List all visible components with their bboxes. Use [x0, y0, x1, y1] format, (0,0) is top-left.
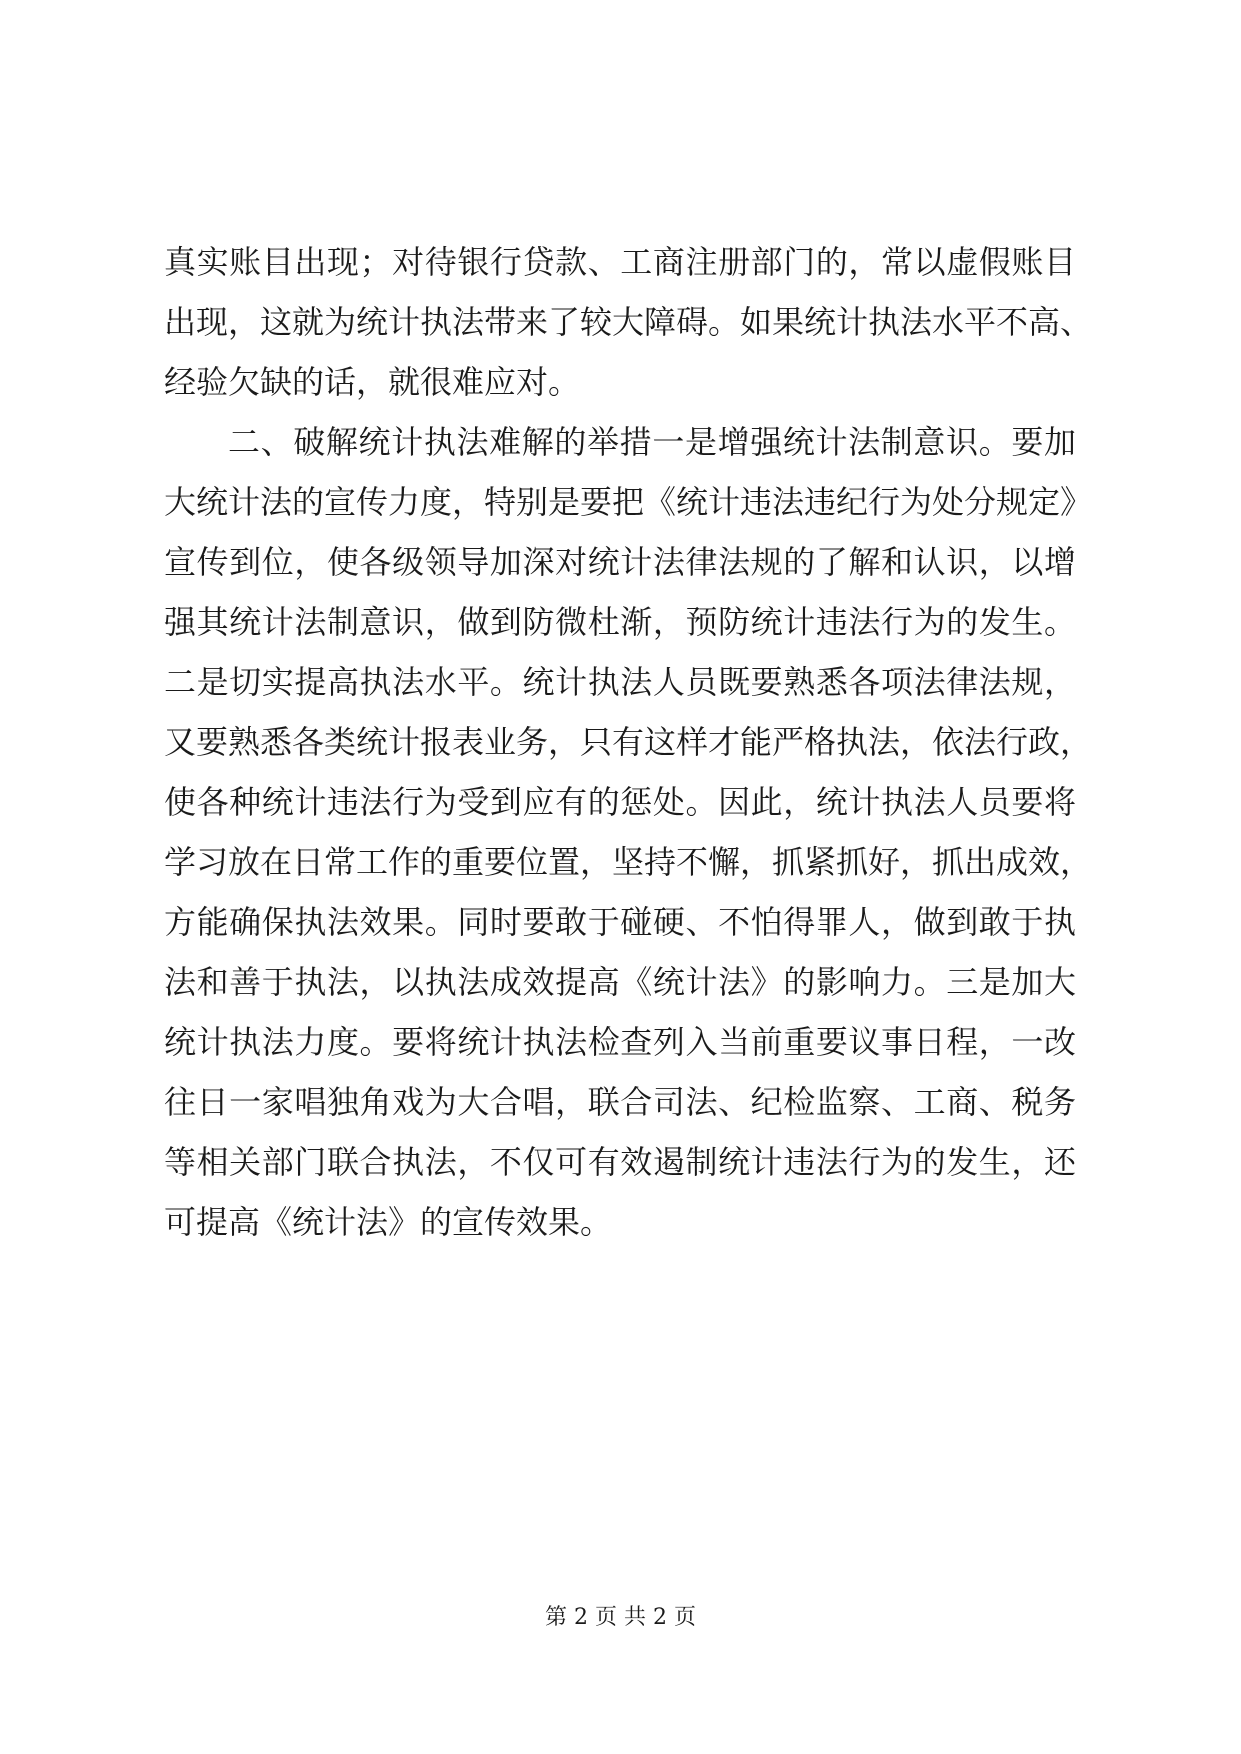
text-line: 出现，这就为统计执法带来了较大障碍。如果统计执法水平不高、: [164, 303, 1093, 341]
text-line: 统计执法力度。要将统计执法检查列入当前重要议事日程，一改: [164, 1023, 1076, 1061]
text-line: 方能确保执法效果。同时要敢于碰硬、不怕得罪人，做到敢于执: [164, 903, 1076, 941]
text-line: 经验欠缺的话，就很难应对。: [164, 363, 581, 401]
text-line: 二是切实提高执法水平。统计执法人员既要熟悉各项法律法规，: [164, 663, 1076, 701]
text-line: 二、破解统计执法难解的举措一是增强统计法制意识。要加: [228, 423, 1076, 461]
text-line: 等相关部门联合执法，不仅可有效遏制统计违法行为的发生，还: [164, 1143, 1076, 1181]
text-line: 大统计法的宣传力度，特别是要把《统计违法违纪行为处分规定》: [164, 483, 1093, 521]
text-line: 往日一家唱独角戏为大合唱，联合司法、纪检监察、工商、税务: [164, 1083, 1076, 1121]
text-line: 可提高《统计法》的宣传效果。: [164, 1203, 613, 1241]
text-line: 学习放在日常工作的重要位置，坚持不懈，抓紧抓好，抓出成效，: [164, 843, 1093, 881]
text-line: 使各种统计违法行为受到应有的惩处。因此，统计执法人员要将: [164, 783, 1076, 821]
text-line: 又要熟悉各类统计报表业务，只有这样才能严格执法，依法行政，: [164, 723, 1093, 761]
text-line: 法和善于执法，以执法成效提高《统计法》的影响力。三是加大: [164, 963, 1076, 1001]
text-line: 宣传到位，使各级领导加深对统计法律法规的了解和认识，以增: [164, 543, 1076, 581]
body-text: [164, 232, 1093, 1252]
text-line: 真实账目出现；对待银行贷款、工商注册部门的，常以虚假账目: [164, 243, 1076, 281]
text-line: 强其统计法制意识，做到防微杜渐，预防统计违法行为的发生。: [164, 603, 1076, 641]
page-number-footer: 第 2 页 共 2 页: [545, 1605, 696, 1630]
paragraph: [164, 232, 1093, 412]
paragraph: [164, 412, 1093, 1252]
